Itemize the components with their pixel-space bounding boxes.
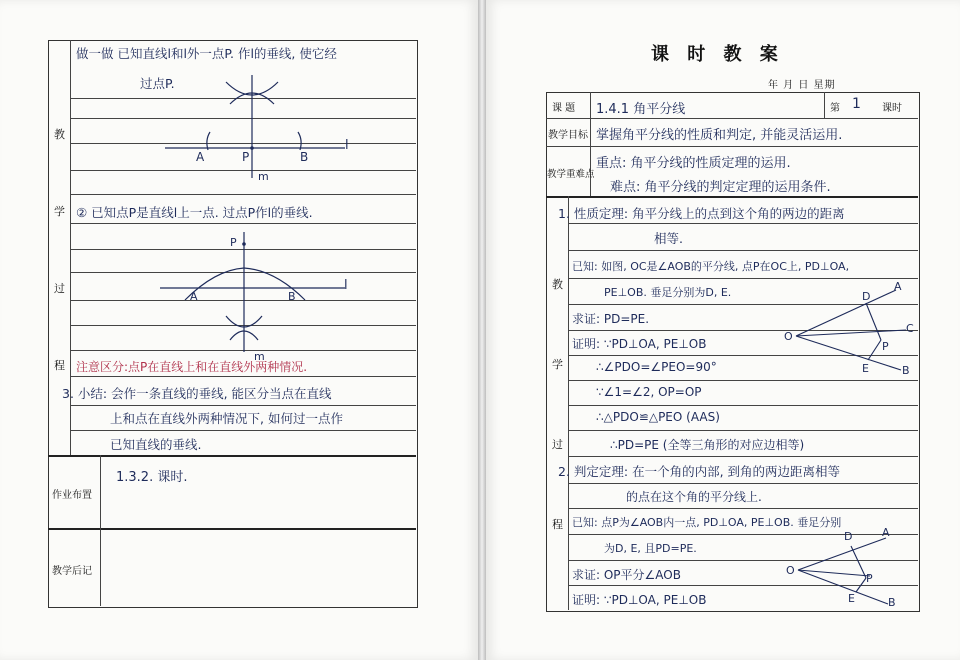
fig2-label-P: P — [866, 572, 873, 585]
side-label-char: 程 — [54, 359, 65, 372]
period-prefix: 第 — [830, 103, 840, 114]
red-note: 注意区分:点P在直线上和在直线外两种情况. — [76, 360, 308, 374]
fig1-label-A: A — [894, 280, 902, 293]
date-line: 年 月 日 星期 — [768, 80, 836, 91]
side-label-char: 过 — [54, 282, 65, 295]
theorem-2: 2. 判定定理: 在一个角的内部, 到角的两边距离相等 — [558, 464, 841, 479]
fig1-label-B: B — [902, 364, 910, 377]
fig2-label-B: B — [888, 596, 896, 609]
fig2-label-O: O — [786, 564, 795, 577]
fig1-label-P: P — [882, 340, 889, 353]
proof-1-line-3: ∵∠1=∠2, OP=OP — [596, 385, 702, 399]
key-point: 重点: 角平分线的性质定理的运用. — [596, 156, 791, 171]
exercise-line: 做一做 已知直线l和l外一点P. 作l的垂线, 使它经 — [76, 46, 337, 61]
fig2-label-A: A — [882, 526, 890, 539]
diagram2-label-B: B — [288, 290, 296, 303]
theorem-1: 1. 性质定理: 角平分线上的点到这个角的两边的距离 — [558, 206, 845, 221]
goal-label: 教学目标 — [548, 130, 588, 141]
diagram1-label-B: B — [300, 150, 309, 164]
given-2-cont: 为D, E, 且PD=PE. — [604, 542, 697, 555]
given-1-cont: PE⊥OB. 垂足分别为D, E. — [604, 286, 732, 299]
proof-2-line-1: 证明: ∵PD⊥OA, PE⊥OB — [572, 593, 707, 607]
summary-line-2: 上和点在直线外两种情况下, 如何过一点作 — [110, 411, 343, 426]
diagram1-label-l: l — [345, 138, 349, 153]
diagram2-label-l: l — [344, 278, 348, 293]
exercise-line-cont: 过点P. — [140, 76, 175, 91]
period-number: 1 — [852, 96, 861, 112]
perpendicular-diagram-2 — [0, 0, 478, 660]
difficult-point: 难点: 角平分线的判定定理的运用条件. — [610, 180, 831, 195]
diagram2-label-m: m — [254, 350, 265, 363]
given-2: 已知: 点P为∠AOB内一点, PD⊥OA, PE⊥OB. 垂足分别 — [572, 516, 842, 529]
fig2-label-E: E — [848, 592, 855, 605]
angle-bisector-figure-2 — [486, 0, 960, 660]
prove-2: 求证: OP平分∠AOB — [572, 568, 681, 582]
reflection-label: 教学后记 — [52, 566, 92, 577]
right-page — [486, 0, 960, 660]
prove-1: 求证: PD=PE. — [572, 312, 650, 326]
given-1: 已知: 如图, OC是∠AOB的平分线, 点P在OC上, PD⊥OA, — [572, 260, 850, 273]
diagram2-label-A: A — [190, 290, 198, 303]
exercise-2-line: ② 已知点P是直线l上一点. 过点P作l的垂线. — [76, 205, 313, 220]
fig1-label-E: E — [862, 362, 869, 375]
theorem-1-cont: 相等. — [654, 231, 683, 246]
side-label-char: 学 — [552, 358, 563, 371]
side-label-char: 教 — [54, 128, 65, 141]
theorem-2-cont: 的点在这个角的平分线上. — [626, 490, 762, 504]
fig1-label-C: C — [906, 322, 914, 335]
goal-text: 掌握角平分线的性质和判定, 并能灵活运用. — [596, 128, 843, 143]
fig1-label-O: O — [784, 330, 793, 343]
proof-1-line-2: ∴∠PDO=∠PEO=90° — [596, 360, 717, 374]
homework-text: 1.3.2. 课时. — [116, 470, 188, 485]
summary-line-1: 3. 小结: 会作一条直线的垂线, 能区分当点在直线 — [62, 386, 332, 401]
book-gutter — [478, 0, 486, 660]
homework-label: 作业布置 — [52, 490, 92, 501]
key-label: 教学重难点 — [547, 169, 595, 180]
topic-text: 1.4.1 角平分线 — [596, 102, 686, 117]
side-label-char: 过 — [552, 438, 563, 451]
proof-1-line-4: ∴△PDO≌△PEO (AAS) — [596, 410, 720, 424]
diagram2-label-P: P — [230, 236, 237, 249]
page-title: 课 时 教 案 — [651, 44, 784, 65]
topic-label: 课 题 — [552, 103, 576, 114]
fig2-label-D: D — [844, 530, 853, 543]
side-label-char: 学 — [54, 205, 65, 218]
fig1-label-D: D — [862, 290, 871, 303]
diagram1-label-A: A — [196, 150, 205, 164]
side-label-char: 程 — [552, 518, 563, 531]
proof-1-line-1: 证明: ∵PD⊥OA, PE⊥OB — [572, 337, 707, 351]
diagram1-label-m: m — [258, 170, 269, 183]
diagram1-label-P: P — [242, 150, 250, 164]
period-suffix: 课时 — [882, 103, 902, 114]
left-page — [0, 0, 478, 660]
summary-line-3: 已知直线的垂线. — [110, 437, 202, 452]
side-label-char: 教 — [552, 278, 563, 291]
proof-1-line-5: ∴PD=PE (全等三角形的对应边相等) — [610, 438, 805, 452]
